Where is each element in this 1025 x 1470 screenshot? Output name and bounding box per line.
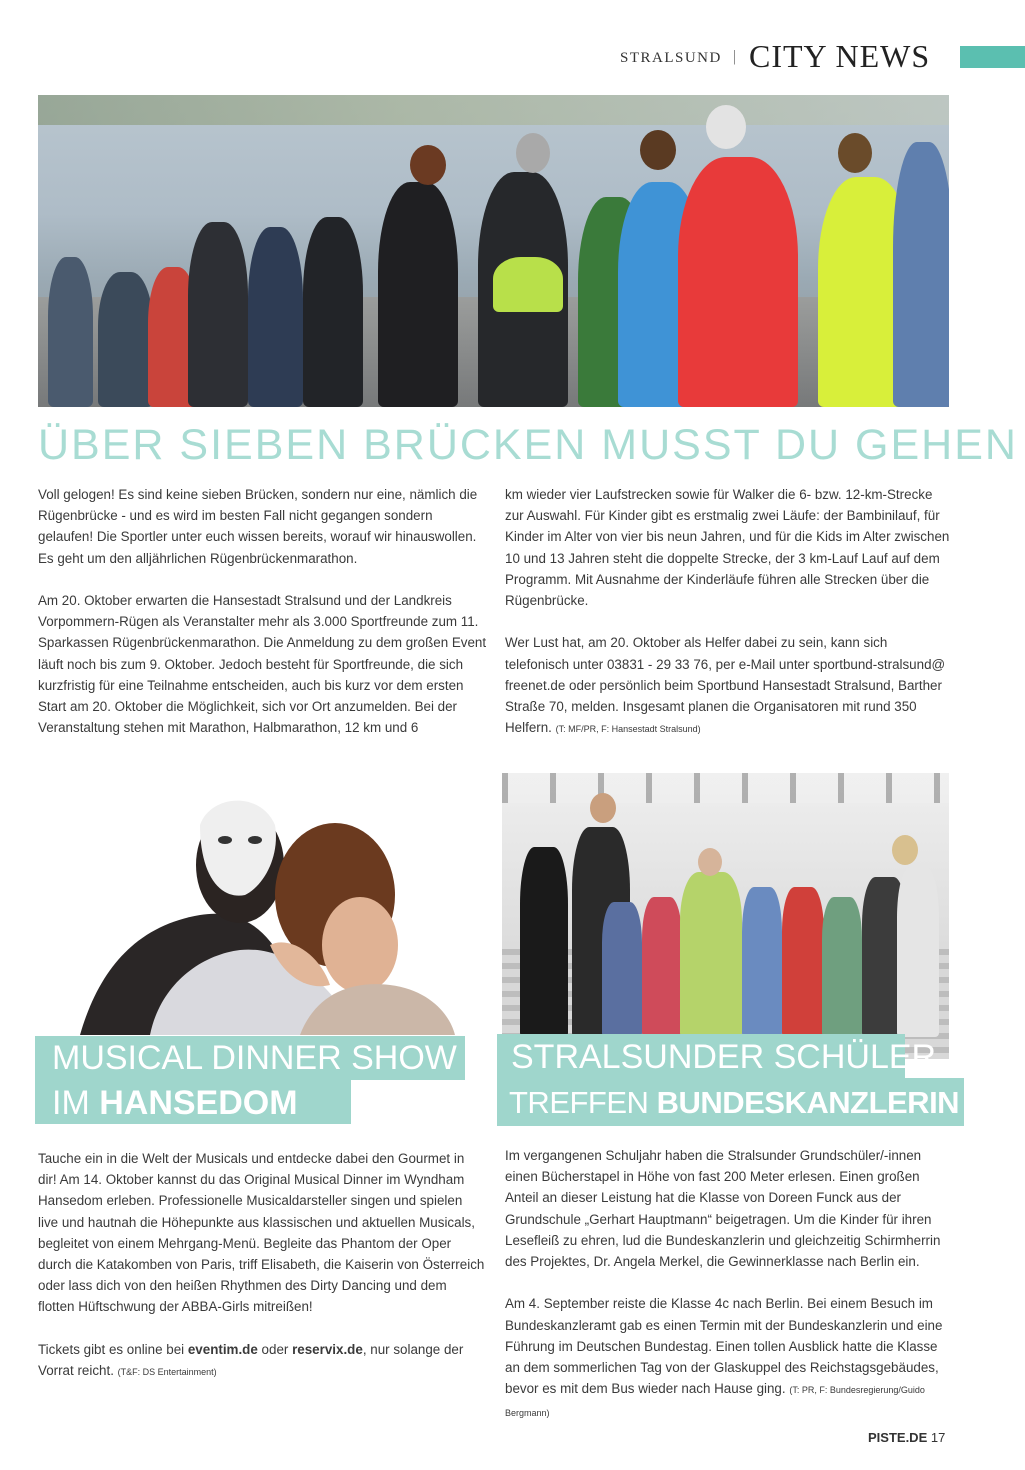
footer-brand: PISTE.DE <box>868 1430 928 1445</box>
school-title-prefix: TREFFEN <box>509 1085 657 1120</box>
person-figure <box>602 902 642 1037</box>
article3-column <box>505 1145 951 1446</box>
musical-title-bold: HANSEDOM <box>99 1084 298 1122</box>
page-title: CITY NEWS <box>749 38 931 74</box>
photo-shoreline <box>38 95 949 125</box>
tickets-text: , nur solange der Vorrat reicht. <box>38 1341 464 1379</box>
phantom-couple-illustration <box>60 785 460 1035</box>
runner-figure <box>678 157 798 407</box>
school-title-bold: BUNDESKANZLERIN <box>656 1085 960 1120</box>
eventim-link[interactable]: eventim.de <box>187 1341 258 1357</box>
person-figure <box>782 887 824 1037</box>
article1-right-column <box>505 484 951 762</box>
article1-left-column <box>38 484 488 760</box>
article1-credit: (T: MF/PR, F: Hansestadt Stralsund) <box>555 724 701 735</box>
musical-title-line1: MUSICAL DINNER SHOW <box>35 1036 465 1080</box>
person-figure <box>520 847 568 1037</box>
runner-head <box>516 133 550 173</box>
runner-figure <box>48 257 93 407</box>
article3-credit: (T: PR, F: Bundesregierung/Guido Bergmann) <box>505 1385 925 1419</box>
article1-paragraph: km wieder vier Laufstrecken sowie für Walker die 6- bzw. 12-km-Strecke zur Auswahl. Für Kinder gibt es erstmalig zwei Läufe: der Bambinilauf, für Kinder im Alter von vier bis neun Jahren, und für die Kids im Alter zwischen 10 und 13 Jahren steht die doppelte Strecke, der 3 km-Lauf Lauf auf dem Programm. Mit Ausnahme der Kinderläufe führen alle Strecken über die Rügenbrücke. <box>505 487 950 609</box>
musical-title-line2 <box>35 1080 351 1124</box>
article1-paragraph: Am 20. Oktober erwarten die Hansestadt Stralsund und der Landkreis Vorpommern-Rügen als Veranstalter mehr als 3.000 Sportfreunde zum 11. Sparkassen Rügenbrückenmarathon. Die Anmeldung zu dem großen Event läuft noch bis zum 9. Oktober. Jedoch besteht für Sportfreunde, die sich kurzfristig für eine Teilnahme entscheiden, auch bis kurz vor dem ersten Start am 20. Oktober die Möglichkeit, sich vor Ort anzumelden. Bei der Veranstaltung stehen mit Marathon, Halbmarathon, 12 km und 6 <box>38 593 487 736</box>
runner-figure <box>188 222 248 407</box>
article2-column <box>38 1148 486 1404</box>
person-figure <box>897 867 939 1037</box>
musical-title-prefix: IM <box>52 1084 100 1122</box>
person-head <box>892 835 918 865</box>
runner-figure <box>493 257 563 312</box>
runner-figure <box>893 142 949 407</box>
header-separator: | <box>733 48 737 65</box>
musical-photo <box>60 785 460 1035</box>
article1-paragraph <box>505 632 951 740</box>
article1-paragraph: Voll gelogen! Es sind keine sieben Brücken, sondern nur eine, nämlich die Rügenbrücke - und es wird im besten Fall nicht gegangen sondern gelaufen! Die Sportler unter euch wissen bereits, worauf wir hinauswollen. Es geht um den alljährlichen Rügenbrückenmarathon. <box>38 487 478 566</box>
person-figure <box>822 897 862 1037</box>
article3-paragraph <box>505 1293 951 1424</box>
runner-figure <box>248 227 303 407</box>
tickets-text: Tickets gibt es online bei <box>38 1341 188 1357</box>
runner-figure <box>98 272 153 407</box>
photo-ceiling-beams <box>502 773 949 803</box>
section-label: STRALSUND <box>620 50 722 66</box>
person-figure <box>680 872 742 1037</box>
runner-figure <box>378 182 458 407</box>
article-headline: ÜBER SIEBEN BRÜCKEN MUSST DU GEHEN <box>38 421 1018 469</box>
runner-head <box>838 133 872 173</box>
person-figure <box>642 897 682 1037</box>
header-accent-bar <box>960 46 1025 68</box>
person-head <box>698 848 722 876</box>
person-head <box>590 793 616 823</box>
article2-paragraph: Tauche ein in die Welt der Musicals und entdecke dabei den Gourmet in dir! Am 14. Oktober kannst du das Original Musical Dinner im Wyndham Hansedom erleben. Professionelle Musicaldarsteller singen und spielen live und hautnah die Höhepunkte aus klassischen und aktuellen Musicals, begleitet von einem Mehrgang-Menü. Begleite das Phantom der Oper durch die Katakomben von Paris, triff Elisabeth, die Kaiserin von Österreich oder lass dich von den heißen Rhythmen des Dirty Dancing und dem flotten Hüftschwung der ABBA-Girls mitreißen! <box>38 1151 485 1315</box>
runner-head <box>706 105 746 149</box>
article1-paragraph-text: Wer Lust hat, am 20. Oktober als Helfer dabei zu sein, kann sich telefonisch unter 03831 - 29 33 76, per e-Mail unter sportbund-stralsund@ freenet.de oder persönlich beim Sportbund Hansestadt Stralsund, Barther Straße 70, melden. Insgesamt planen die Organisatoren mit rund 350 Helfern. <box>505 635 946 736</box>
runner-figure <box>303 217 363 407</box>
runner-head <box>410 145 446 185</box>
runner-head <box>640 130 676 170</box>
article3-paragraph-text: Am 4. September reiste die Klasse 4c nach Berlin. Bei einem Besuch im Bundeskanzleramt gab es einen Termin mit der Bundeskanzlerin und eine Führung im Deutschen Bundestag. Einen tollen Ausblick hatte die Klasse an dem sommerlichen Tag von der Glaskuppel des Reichstagsgebäudes, bevor es mit dem Bus wieder nach Hause ging. <box>505 1296 943 1397</box>
school-title-line2 <box>497 1078 964 1126</box>
reservix-link[interactable]: reservix.de <box>292 1341 363 1357</box>
page-number: 17 <box>930 1430 946 1445</box>
tickets-text: oder <box>257 1341 293 1357</box>
page-footer <box>868 1430 945 1445</box>
marathon-photo <box>38 95 949 407</box>
article2-credit: (T&F: DS Entertainment) <box>117 1367 217 1378</box>
school-title-line1: STRALSUNDER SCHÜLER <box>497 1034 905 1080</box>
article3-paragraph: Im vergangenen Schuljahr haben die Stralsunder Grundschüler/-innen einen Bücherstapel in Höhe von fast 200 Meter erlesen. Einen großen Anteil an dieser Leistung hat die Klasse von Doreen Funck aus der Grundschule „Gerhart Hauptmann“ beigetragen. Um die Kinder für ihren Lesefleiß zu ehren, lud die Bundeskanzlerin und gleichzeitig Schirmherrin des Projektes, Dr. Angela Merkel, die Gewinnerklasse nach Berlin ein. <box>505 1148 941 1270</box>
article2-tickets <box>38 1339 486 1383</box>
school-class-photo <box>502 773 949 1059</box>
person-figure <box>742 887 782 1037</box>
